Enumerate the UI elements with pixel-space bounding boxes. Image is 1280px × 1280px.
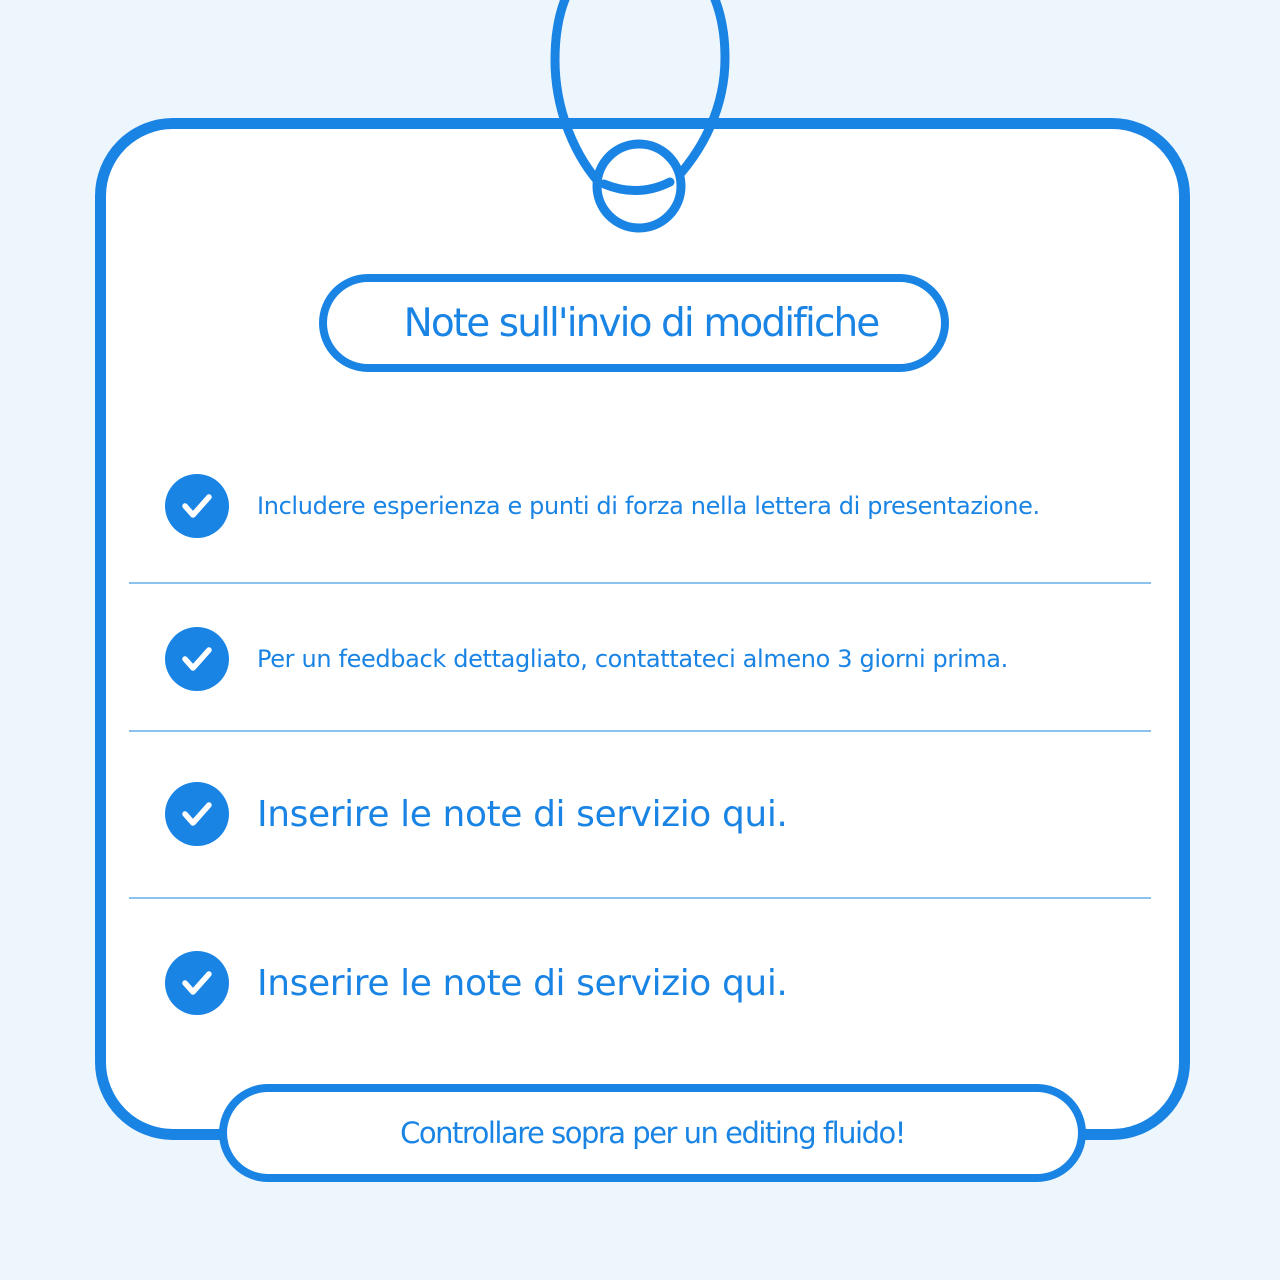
check-circle-icon [165,782,229,846]
list-item-text: Per un feedback dettagliato, contattateci almeno 3 giorni prima. [257,645,1008,673]
divider [129,582,1151,584]
check-circle-icon [165,627,229,691]
list-item-text: Inserire le note di servizio qui. [257,962,788,1004]
list-item [165,951,787,1015]
divider [129,897,1151,899]
list-item [165,474,1040,538]
list-item [165,782,787,846]
title-badge [319,274,949,372]
list-item [165,627,1008,691]
list-item-text: Includere esperienza e punti di forza nella lettera di presentazione. [257,492,1040,520]
footer-badge [219,1084,1086,1182]
check-circle-icon [165,474,229,538]
check-circle-icon [165,951,229,1015]
page-title: Note sull'invio di modifiche [403,300,879,346]
list-item-text: Inserire le note di servizio qui. [257,793,788,835]
divider [129,730,1151,732]
footer-text: Controllare sopra per un editing fluido! [400,1116,905,1150]
